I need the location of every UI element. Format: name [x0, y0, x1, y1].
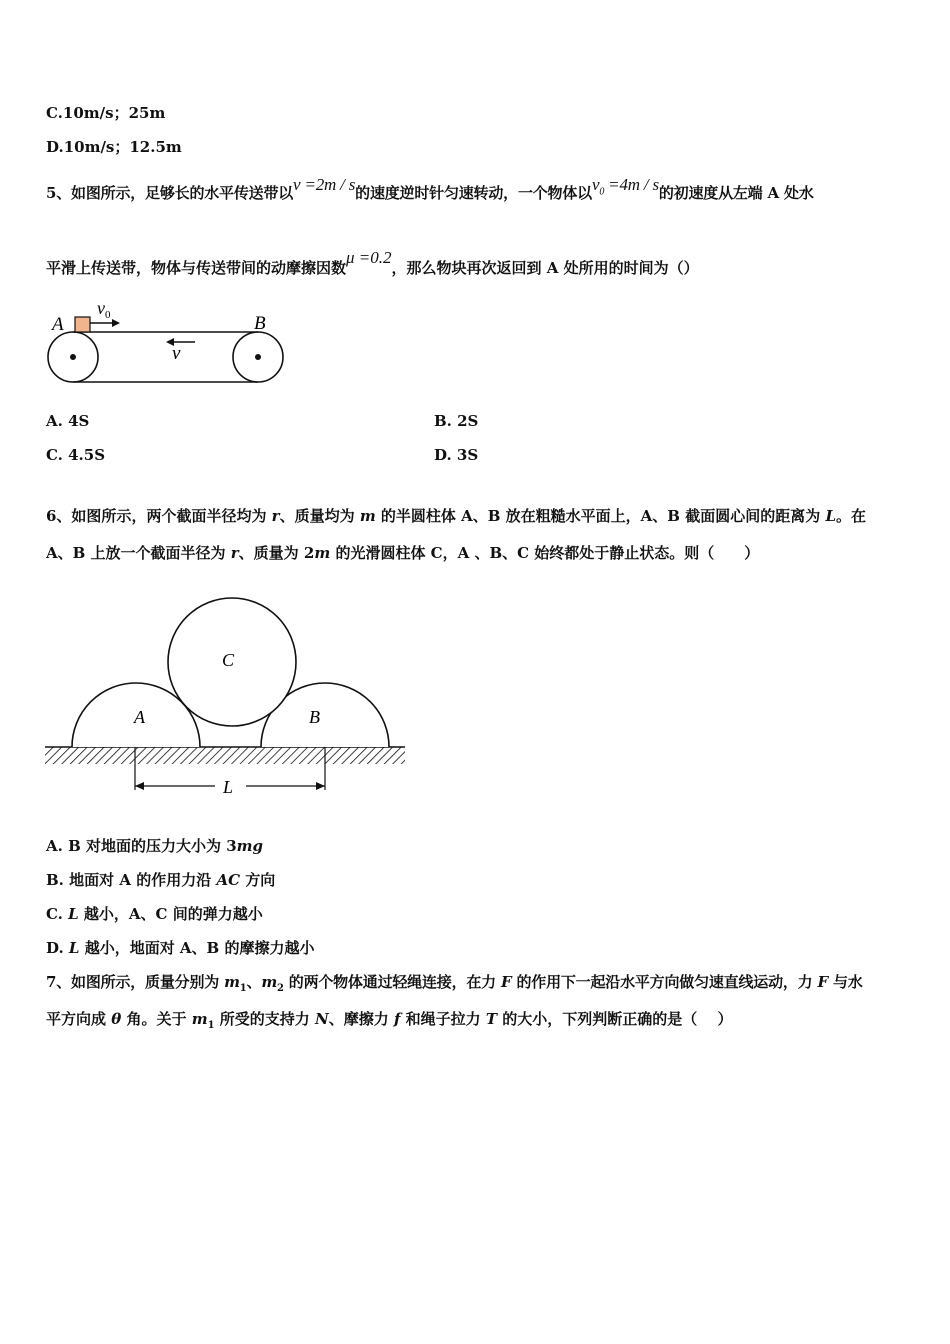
label-c: C: [222, 650, 235, 670]
q6-option-b: B. 地面对 A 的作用力沿 AC 方向: [46, 871, 276, 889]
label-b: B: [309, 707, 320, 727]
q6-line-1: 6、如图所示，两个截面半径均为 r、质量均为 m 的半圆柱体 A、B 放在粗糙水平面上，A、B 截面圆心间的距离为 L。在: [46, 507, 866, 525]
prev-option-d: D.10m/s；12.5m: [46, 138, 182, 156]
q6-cylinders-figure: [40, 590, 410, 800]
dim-arrow-right: [316, 782, 325, 790]
q5-friction-coefficient: μ =0.2: [346, 248, 392, 267]
v0-arrow-head: [112, 319, 120, 327]
q5-option-d: D. 3S: [434, 446, 479, 464]
q5-line-2: 平滑上传送带，物体与传送带间的动摩擦因数μ =0.2，那么物块再次返回到 A 处所用的时间为（）: [46, 248, 699, 277]
label-v: v: [172, 343, 181, 364]
prev-option-c: C.10m/s；25m: [46, 104, 166, 122]
label-l: L: [223, 777, 234, 797]
q5-speed-initial: $v_0 =4m / s$: [591, 175, 659, 198]
left-pulley-axle: [70, 354, 76, 360]
block: [75, 317, 90, 332]
label-a: A: [52, 314, 64, 335]
q5-option-a: A. 4S: [46, 412, 90, 430]
label-b: B: [254, 313, 266, 334]
q5-speed-belt: v =2m / s: [293, 175, 356, 194]
q5-option-c: C. 4.5S: [46, 446, 106, 464]
q6-line-2: A、B 上放一个截面半径为 r、质量为 2m 的光滑圆柱体 C，A 、B、C 始终都处于静止状态。则（ ）: [46, 544, 760, 562]
label-v0: $v_0$: [97, 298, 111, 321]
q6-option-a: A. B 对地面的压力大小为 3mg: [46, 837, 264, 855]
q5-option-b: B. 2S: [434, 412, 479, 430]
q5-conveyor-figure: [40, 296, 300, 391]
ground-hatch: [45, 747, 405, 764]
q7-line-1: 7、如图所示，质量分别为 $m_1$、$m_2$ 的两个物体通过轻绳连接，在力 F 的作用下一起沿水平方向做匀速直线运动，力 F 与水: [46, 973, 863, 994]
label-a: A: [134, 707, 145, 727]
q7-line-2: 平方向成 θ 角。关于 $m_1$ 所受的支持力 N、摩擦力 f 和绳子拉力 T 的大小，下列判断正确的是（ ）: [46, 1010, 733, 1031]
q6-option-c: C. L 越小，A、C 间的弹力越小: [46, 905, 263, 923]
dim-arrow-left: [135, 782, 144, 790]
q6-option-d: D. L 越小，地面对 A、B 的摩擦力越小: [46, 939, 315, 957]
right-pulley-axle: [255, 354, 261, 360]
q5-line-1: 5、如图所示，足够长的水平传送带以v =2m / s的速度逆时针匀速转动，一个物体以$v_0 =4m / s$的初速度从左端 A 处水: [46, 175, 814, 202]
